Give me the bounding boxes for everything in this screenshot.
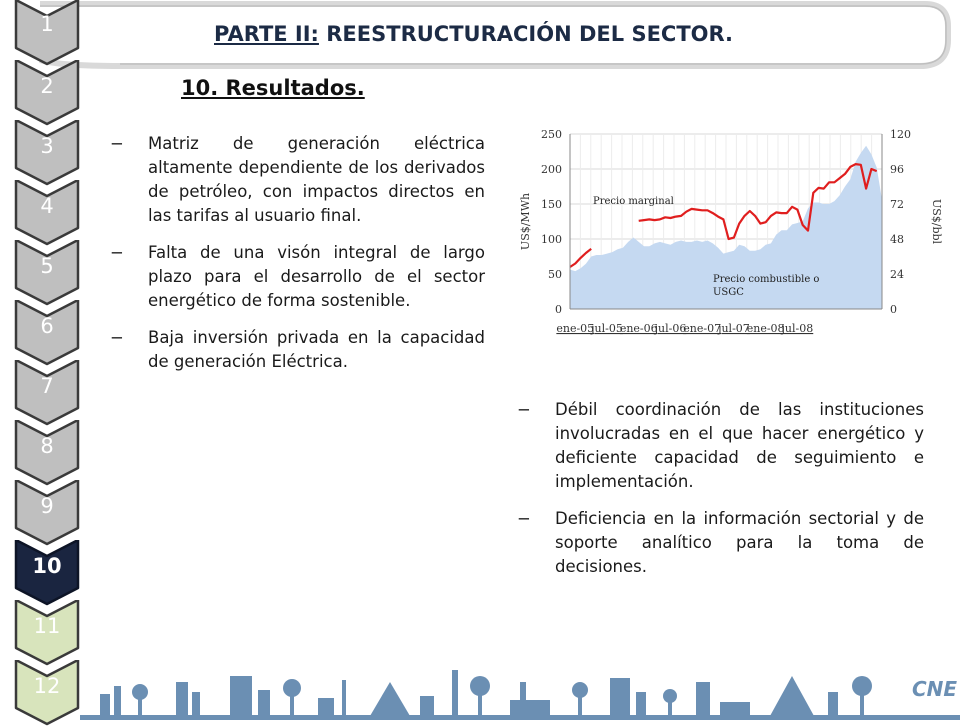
nav-item-label: 12: [33, 674, 61, 698]
y-tick-label: 50: [548, 268, 562, 281]
nav-item-label: 10: [32, 554, 62, 578]
y-tick-label: 250: [541, 128, 562, 141]
y2-tick-label: 120: [890, 128, 911, 141]
x-tick-label: jul-06: [654, 322, 687, 335]
x-tick-label: jul-07: [718, 322, 750, 335]
y2-tick-label: 0: [890, 303, 897, 316]
bullet-dash: −: [517, 400, 531, 419]
nav-item-10[interactable]: [14, 540, 80, 606]
footer-skyline-shapes: [80, 670, 960, 720]
bullet-item: [110, 132, 485, 228]
y-tick-label: 150: [541, 198, 562, 211]
series-label-combustible: Precio combustible o USGC: [713, 274, 820, 298]
nav-item-6[interactable]: [14, 300, 80, 366]
title-rest: REESTRUCTURACIÓN DEL SECTOR.: [326, 22, 734, 46]
bullet-text: Deficiencia en la información sectorial y de soporte analítico para la toma de decisiones.: [555, 509, 924, 576]
bullet-text: Matriz de generación eléctrica altamente dependiente de los derivados de petróleo, con impactos directos en las tarifas al usuario final.: [148, 134, 485, 225]
section-subtitle: 10. Resultados.: [181, 76, 365, 100]
bullet-dash: −: [110, 243, 124, 262]
nav-item-2[interactable]: [14, 60, 80, 126]
nav-item-8[interactable]: [14, 420, 80, 486]
nav-item-3[interactable]: [14, 120, 80, 186]
right-bullet-list: [517, 398, 924, 592]
nav-item-label: 2: [40, 74, 54, 98]
x-tick-label: ene-06: [619, 322, 658, 335]
left-bullet-list: [110, 132, 485, 387]
x-tick-label: ene-08: [746, 322, 785, 335]
y2-tick-label: 48: [890, 233, 904, 246]
bullet-dash: −: [110, 134, 124, 153]
bullet-dash: −: [517, 509, 531, 528]
page-title: [214, 22, 733, 46]
bullet-item: [110, 326, 485, 374]
nav-item-9[interactable]: [14, 480, 80, 546]
nav-item-label: 1: [40, 12, 54, 36]
bullet-dash: −: [110, 328, 124, 347]
bullet-item: [517, 507, 924, 579]
y-axis-label: US$/MWh: [519, 192, 532, 251]
price-chart: [515, 122, 945, 344]
y-tick-label: 100: [541, 233, 562, 246]
footer-skyline: [80, 652, 960, 720]
nav-item-label: 9: [40, 494, 54, 518]
nav-item-label: 6: [40, 314, 54, 338]
bullet-item: [517, 398, 924, 494]
nav-item-5[interactable]: [14, 240, 80, 306]
bullet-text: Falta de una visón integral de largo plazo para el desarrollo de el sector energético de forma sostenible.: [148, 243, 485, 310]
nav-item-label: 3: [40, 134, 54, 158]
section-nav: [14, 0, 80, 720]
y-tick-label: 0: [555, 303, 562, 316]
y2-axis-label: US$/bbl: [930, 198, 943, 245]
x-tick-label: ene-05: [556, 322, 595, 335]
nav-item-12[interactable]: [14, 660, 80, 726]
cne-logo: CNE: [912, 677, 958, 701]
bullet-text: Débil coordinación de las instituciones involucradas en el que hacer energético y deficiente capacidad de seguimiento e implementación.: [555, 400, 924, 491]
x-tick-label: jul-08: [781, 322, 814, 335]
y-tick-label: 200: [541, 163, 562, 176]
title-prefix: PARTE II:: [214, 22, 319, 46]
bullet-text: Baja inversión privada en la capacidad de generación Eléctrica.: [148, 328, 485, 371]
y2-tick-label: 24: [890, 268, 904, 281]
nav-item-label: 7: [40, 374, 54, 398]
nav-item-1[interactable]: [14, 0, 80, 66]
x-tick-label: ene-07: [683, 322, 722, 335]
nav-item-label: 5: [40, 254, 54, 278]
bullet-item: [110, 241, 485, 313]
nav-item-label: 8: [40, 434, 54, 458]
x-tick-label: jul-05: [591, 322, 623, 335]
y2-tick-label: 96: [890, 163, 904, 176]
nav-item-4[interactable]: [14, 180, 80, 246]
nav-item-7[interactable]: [14, 360, 80, 426]
nav-item-11[interactable]: [14, 600, 80, 666]
y2-tick-label: 72: [890, 198, 904, 211]
series-label-precio-marginal: Precio marginal: [593, 196, 674, 207]
nav-item-label: 11: [33, 614, 61, 638]
nav-item-label: 4: [40, 194, 54, 218]
